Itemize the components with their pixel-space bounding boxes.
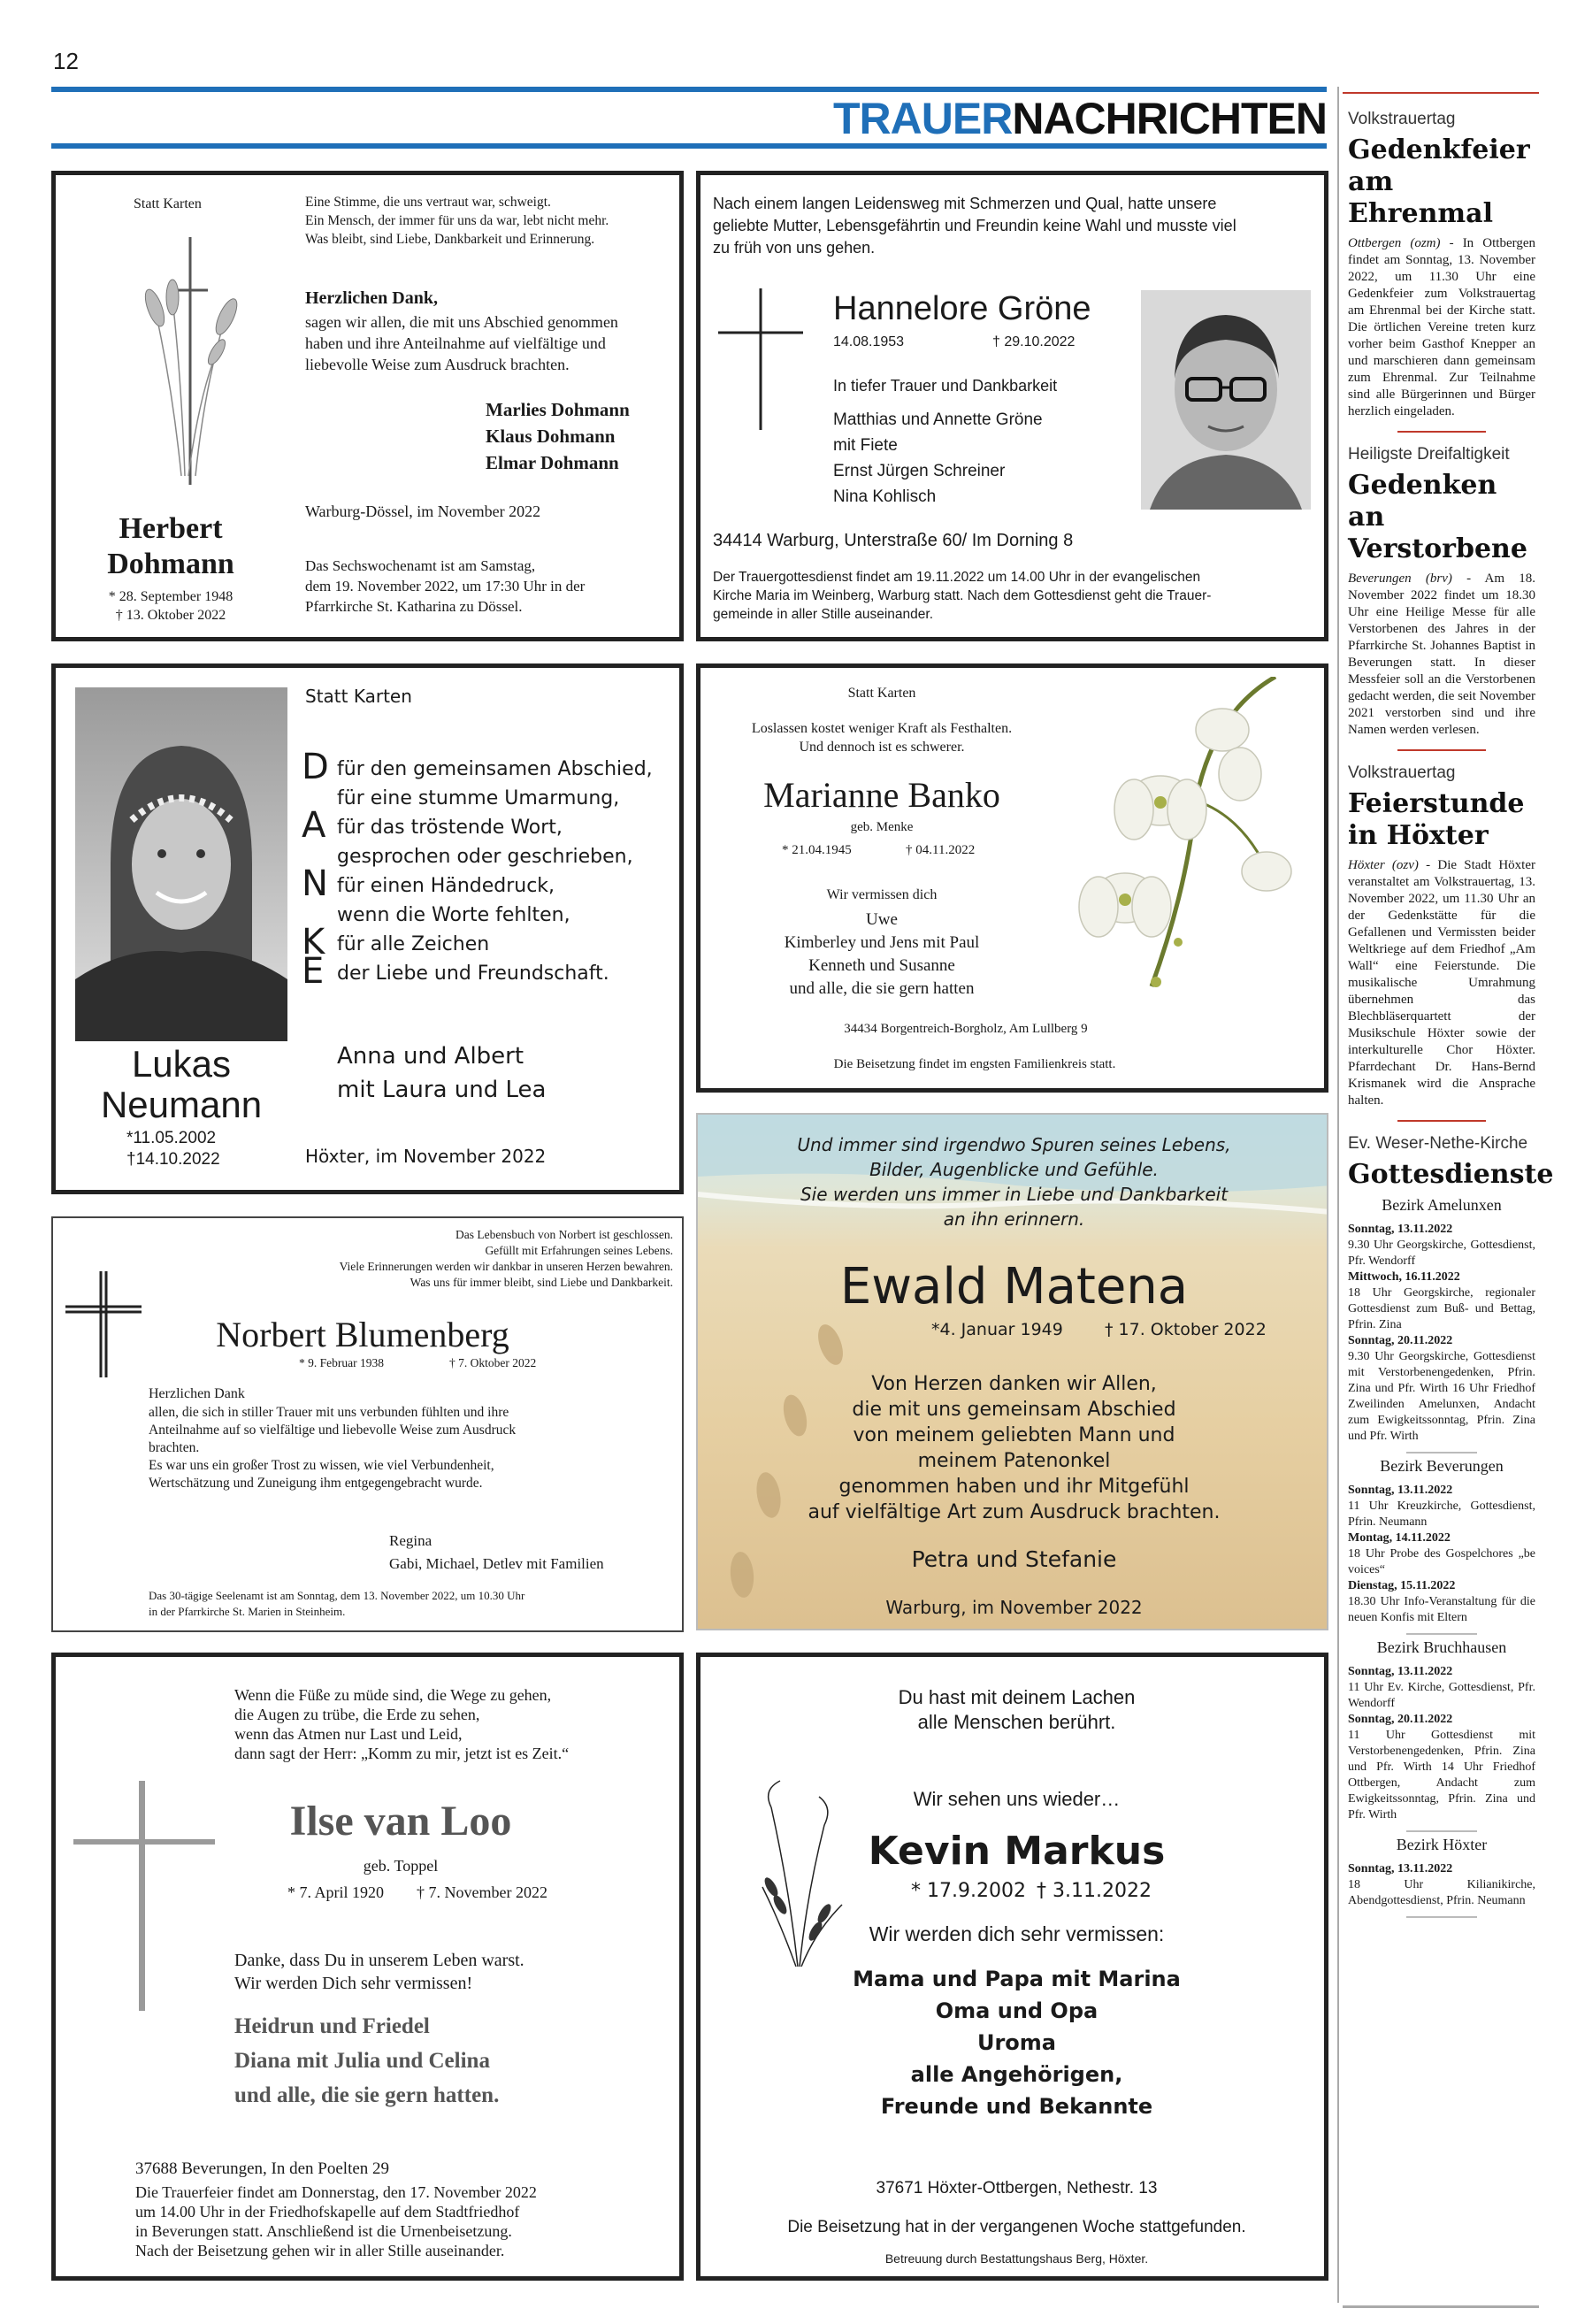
sidebar: [1337, 87, 1554, 2303]
address: 34414 Warburg, Unterstraße 60/ Im Dorning 8: [713, 531, 1074, 550]
address: 37688 Beverungen, In den Poelten 29: [135, 2159, 390, 2178]
death-date: † 7. November 2022: [417, 1883, 547, 1901]
obituary-neumann: [51, 663, 684, 1194]
headline-line: Gedenkfeier: [1348, 134, 1530, 165]
statt-karten: Statt Karten: [847, 686, 916, 701]
district-divider: [1406, 1633, 1477, 1635]
birth-date: * 9. Februar 1938: [299, 1356, 384, 1369]
portrait-photo: [1141, 290, 1311, 510]
birth-date: * 17.9.2002: [911, 1880, 1026, 1902]
quote: Das Lebensbuch von Norbert ist geschlossen. Gefüllt mit Erfahrungen seines Lebens. Viele Erinnerungen werden wir dankbar in unseren Herzen bewahren. Was uns für immer bleibt, sind Liebe und Dankbarkeit.: [339, 1228, 673, 1289]
article-headline: [1348, 470, 1535, 565]
cross-icon: [73, 1781, 224, 2011]
cross-icon: [718, 288, 807, 430]
quote: Und immer sind irgendwo Spuren seines Lebens, Bilder, Augenblicke und Gefühle. Sie werden uns immer in Liebe und Dankbarkeit an ihn erinnern.: [797, 1134, 1231, 1230]
death-date: † 04.11.2022: [906, 843, 976, 857]
deceased-name: [65, 511, 277, 582]
death-date: † 29.10.2022: [992, 334, 1076, 349]
birth-date: *11.05.2002: [126, 1129, 217, 1147]
deceased-name: Ilse van Loo: [289, 1798, 512, 1845]
place-date: Warburg-Dössel, im November 2022: [305, 502, 541, 520]
obituary-dohmann: [51, 171, 684, 641]
sidebar-bottom-rule: [1343, 2305, 1539, 2308]
miss-line: Wir werden dich sehr vermissen:: [869, 1922, 1165, 1945]
deceased-name: [56, 1044, 307, 1125]
service-day: Sonntag, 13.11.2022: [1348, 1484, 1453, 1497]
article-kicker: Volkstrauertag: [1348, 110, 1456, 128]
header-rule-top: [51, 87, 1327, 92]
danke-letter: D: [302, 747, 329, 787]
address: 37671 Höxter-Ottbergen, Nethestr. 13: [876, 2179, 1158, 2197]
thanks-text: Von Herzen danken wir Allen, die mit uns gemeinsam Abschied von meinem geliebten Mann und meinem Patenonkel genommen haben und ihr Mitgefühl auf vielfältige Art zum Ausdruck brachten.: [808, 1373, 1221, 1523]
headline-line: Feierstunde: [1348, 788, 1525, 819]
maiden-name: geb. Toppel: [363, 1857, 439, 1875]
birth-date: * 7. April 1920: [287, 1883, 385, 1901]
first-name: Herbert: [119, 512, 223, 545]
headline-line: am Ehrenmal: [1348, 166, 1493, 229]
article-lead: Höxter (ozv): [1348, 858, 1419, 872]
death-date: † 7. Oktober 2022: [449, 1356, 537, 1369]
obituary-banko: [696, 663, 1328, 1093]
deceased-name: Hannelore Gröne: [833, 290, 1091, 327]
life-dates: [65, 587, 277, 625]
quote: Eine Stimme, die uns vertraut war, schweigt. Ein Mensch, der immer für uns da war, lebt nicht mehr. Was bleibt, sind Liebe, Dankbarkeit und Erinnerung.: [305, 195, 609, 247]
danke-text: für einen Händedruck,: [337, 875, 555, 897]
danke-text: für eine stumme Umarmung,: [337, 787, 620, 809]
wheat-cross-icon: [119, 228, 261, 494]
intro-text: Nach einem langen Leidensweg mit Schmerzen und Qual, hatte unsere geliebte Mutter, Lebensgefährtin und Freundin keine Wahl und musste viel zu früh von uns gehen.: [713, 195, 1236, 257]
service-text: 11 Uhr Gottesdienst mit Verstorbenengedenken, Pfrin. Zina und Pfr. Wirth 14 Uhr Friedhof Ottbergen, Andacht zum Ewigkeitssonntag, Pfrin. Zina und Pfr. Wirth: [1348, 1729, 1535, 1822]
article-divider: [1397, 431, 1486, 433]
service-text: 9.30 Uhr Georgskirche, Gottesdienst, Pfr. Wendorff: [1348, 1239, 1535, 1268]
deceased-name: Norbert Blumenberg: [216, 1315, 509, 1354]
last-name: Neumann: [100, 1084, 263, 1125]
birth-date: 14.08.1953: [833, 334, 905, 349]
article-lead: Ottbergen (ozm): [1348, 236, 1441, 250]
district-name: Bezirk Höxter: [1396, 1836, 1488, 1853]
thanks-heading: Herzlichen Dank: [149, 1386, 245, 1401]
danke-letter: E: [302, 951, 325, 992]
family-names: Marlies Dohmann Klaus Dohmann Elmar Dohmann: [486, 399, 630, 473]
family-names: Mama und Papa mit Marina Oma und Opa Uroma alle Angehörigen, Freunde und Bekannte: [853, 1967, 1181, 2119]
district-divider: [1406, 1916, 1477, 1918]
deceased-name: Kevin Markus: [868, 1829, 1166, 1874]
headline-line: in Höxter: [1348, 820, 1489, 851]
deceased-name: Ewald Matena: [839, 1258, 1189, 1315]
page-number: 12: [53, 48, 79, 74]
obituary-vanloo: [51, 1653, 684, 2281]
article-divider: [1397, 1120, 1486, 1122]
article-body: - In Ottbergen findet am Sonntag, 13. November 2022, um 11.30 Uhr eine Gedenkfeier zum Volkstrauertag am Ehrenmal bei der Kirche statt. Die örtlichen Vereine treten kurz vorher beim Gasthof Knepper an und marschieren dann gemeinsam zum Ehrenmal. Zur Teilnahme sind alle Bürgerinnen und Bürger herzlich eingeladen.: [1348, 236, 1535, 418]
quote: Loslassen kostet weniger Kraft als Festhalten. Und dennoch ist es schwerer.: [751, 721, 1013, 755]
services-kicker: Ev. Weser-Nethe-Kirche: [1348, 1134, 1528, 1153]
danke-text: der Liebe und Freundschaft.: [337, 963, 609, 985]
danke-text: für das tröstende Wort,: [337, 817, 563, 839]
service-text: 11 Uhr Ev. Kirche, Gottesdienst, Pfr. Wendorff: [1348, 1681, 1535, 1710]
service-note: Das 30-tägige Seelenamt ist am Sonntag, dem 13. November 2022, um 10.30 Uhr in der Pfarrkirche St. Marien in Steinheim.: [149, 1589, 525, 1618]
orchid-image: [1054, 677, 1320, 995]
birth-date: *4. Januar 1949: [931, 1320, 1063, 1339]
sidebar-article: [1348, 763, 1535, 1122]
undertaker: Betreuung durch Bestattungshaus Berg, Höxter.: [884, 2251, 1149, 2266]
headline-line: Gedenken an: [1348, 470, 1497, 533]
maiden-name: geb. Menke: [850, 820, 914, 834]
thanks-text: Danke, dass Du in unserem Leben warst. Wir werden Dich sehr vermissen!: [234, 1951, 524, 1993]
service-day: Sonntag, 20.11.2022: [1348, 1334, 1453, 1347]
section-title-black: NACHRICHTEN: [1012, 94, 1327, 143]
article-body: - Am 18. November 2022 findet um 18.30 Uhr eine Heilige Messe für alle Verstorbenen des Jahres in der Pfarrkirche St. Johannes Baptist in Beverungen statt. In dieser Messfeier soll an die Verstorbenen gedacht werden, die seit November 2021 verstorben sind und ihre Namen werden verlesen.: [1348, 571, 1535, 737]
family-names: Heidrun und Friedel Diana mit Julia und Celina und alle, die sie gern hatten.: [234, 2014, 500, 2107]
obituary-groene: [696, 171, 1328, 641]
mourning-line: Wir vermissen dich: [826, 887, 938, 902]
statt-karten: Statt Karten: [134, 196, 202, 211]
sidebar-top-rule: [1343, 92, 1539, 94]
header-rule-bottom: [51, 143, 1327, 149]
place-date: Warburg, im November 2022: [885, 1597, 1143, 1618]
double-cross-icon: [65, 1271, 145, 1377]
service-text: 18 Uhr Kilianikirche, Abendgottesdienst, Pfrin. Neumann: [1348, 1878, 1535, 1907]
danke-text: wenn die Worte fehlten,: [337, 904, 570, 926]
service-text: 18.30 Uhr Info-Veranstaltung für die neuen Konfis mit Eltern: [1348, 1595, 1535, 1624]
birth-date: * 21.04.1945: [782, 843, 852, 857]
obituary-matena: [696, 1113, 1328, 1630]
quote: Du hast mit deinem Lachen alle Menschen berührt.: [898, 1686, 1136, 1733]
danke-letter: K: [302, 922, 325, 963]
article-text: [1348, 571, 1535, 739]
services-headline: Gottesdienste: [1348, 1159, 1554, 1190]
family-names: Petra und Stefanie: [911, 1546, 1117, 1572]
address: 34434 Borgentreich-Borgholz, Am Lullberg 9: [844, 1022, 1088, 1036]
service-note: Das Sechswochenamt ist am Samstag, dem 19. November 2022, um 17:30 Uhr in der Pfarrkirche St. Katharina zu Dössel.: [305, 557, 586, 615]
article-headline: [1348, 788, 1535, 852]
thanks-text: sagen wir allen, die mit uns Abschied genommen haben und ihre Anteilnahme auf vielfältige und liebevolle Weise zum Ausdruck brachten.: [305, 313, 618, 373]
service-text: 9.30 Uhr Georgskirche, Gottesdienst mit Verstorbenengedenken, Pfrin. Zina und Pfr. Wirth 16 Uhr Friedhof Zweilinden Amelunxen, Andacht zum Ewigkeitssonntag, Pfrin. Zina und Pfr. Wirth: [1348, 1350, 1535, 1443]
family-names: Uwe Kimberley und Jens mit Paul Kenneth und Susanne und alle, die sie gern hatten: [784, 910, 980, 998]
district-name: Bezirk Beverungen: [1380, 1457, 1504, 1475]
service-text: 18 Uhr Georgskirche, regionaler Gottesdienst zum Buß- und Bettag, Pfrin. Zina: [1348, 1286, 1535, 1331]
service-note: Die Trauerfeier findet am Donnerstag, den 17. November 2022 um 14.00 Uhr in der Friedhofskapelle auf dem Stadtfriedhof in Beverungen statt. Anschließend ist die Urnenbeisetzung. Nach der Beisetzung gehen wir in aller Stille auseinander.: [135, 2183, 537, 2259]
sidebar-article: [1348, 110, 1535, 433]
life-dates: [126, 1128, 220, 1170]
death-date: † 3.11.2022: [1037, 1880, 1152, 1902]
district-name: Bezirk Bruchhausen: [1376, 1638, 1507, 1656]
danke-letter: A: [302, 805, 326, 846]
section-title: [51, 94, 1327, 142]
last-name: Dohmann: [107, 548, 234, 580]
service-note: Der Trauergottesdienst findet am 19.11.2022 um 14.00 Uhr in der evangelischen Kirche Maria im Weinberg, Warburg statt. Nach dem Gottesdienst geht die Trauer- gemeinde in aller Stille auseinander.: [713, 570, 1212, 622]
burial-note: Die Beisetzung hat in der vergangenen Woche stattgefunden.: [787, 2218, 1246, 2236]
service-day: Sonntag, 13.11.2022: [1348, 1665, 1453, 1678]
section-title-blue: TRAUER: [833, 94, 1013, 143]
service-day: Sonntag, 20.11.2022: [1348, 1713, 1453, 1726]
obituary-blumenberg: [51, 1216, 684, 1632]
deceased-name: Marianne Banko: [763, 775, 1000, 815]
article-kicker: Heiligste Dreifaltigkeit: [1348, 445, 1510, 464]
obituary-markus: [696, 1653, 1328, 2281]
birth-date: * 28. September 1948: [108, 589, 233, 604]
district-divider: [1406, 1830, 1477, 1832]
service-text: 11 Uhr Kreuzkirche, Gottesdienst, Pfrin. Neumann: [1348, 1499, 1535, 1529]
service-day: Mittwoch, 16.11.2022: [1348, 1270, 1460, 1284]
family-names: Matthias und Annette Gröne mit Fiete Ernst Jürgen Schreiner Nina Kohlisch: [833, 410, 1043, 506]
death-date: † 13. Oktober 2022: [115, 608, 226, 623]
sidebar-article: [1348, 445, 1535, 751]
danke-text: für den gemeinsamen Abschied,: [337, 758, 653, 780]
article-text: [1348, 857, 1535, 1109]
thanks-heading: Herzlichen Dank,: [305, 288, 438, 308]
service-day: Dienstag, 15.11.2022: [1348, 1579, 1456, 1592]
district-divider: [1406, 1452, 1477, 1453]
statt-karten: Statt Karten: [305, 686, 412, 707]
intro-line: Wir sehen uns wieder…: [913, 1788, 1121, 1810]
headline-line: Verstorbene: [1348, 533, 1527, 564]
first-name: Lukas: [131, 1043, 232, 1085]
service-text: 18 Uhr Probe des Gospelchores „be voices“: [1348, 1547, 1535, 1576]
portrait-photo: [75, 687, 287, 1041]
service-day: Montag, 14.11.2022: [1348, 1531, 1451, 1545]
sidebar-articles: [1348, 110, 1554, 1921]
article-kicker: Volkstrauertag: [1348, 763, 1456, 782]
family-names: Anna und Albert mit Laura und Lea: [337, 1043, 547, 1103]
thanks-text: allen, die sich in stiller Trauer mit uns verbunden fühlten und ihre Anteilnahme auf so vielfältige und liebevolle Weise zum Ausdruck brachten. Es war uns ein großer Trost zu wissen, wie viel Verbundenheit, Wertschätzung und Zuneigung ihm entgegengebracht wurde.: [149, 1405, 517, 1491]
article-text: [1348, 235, 1535, 420]
death-date: †14.10.2022: [126, 1150, 220, 1169]
place-date: Höxter, im November 2022: [305, 1146, 547, 1167]
article-headline: [1348, 134, 1535, 230]
service-day: Sonntag, 13.11.2022: [1348, 1862, 1453, 1875]
district-name: Bezirk Amelunxen: [1382, 1196, 1502, 1214]
burial-note: Die Beisetzung findet im engsten Familienkreis statt.: [833, 1057, 1116, 1071]
article-lead: Beverungen (brv): [1348, 571, 1452, 586]
article-body: - Die Stadt Höxter veranstaltet am Volkstrauertag, 13. November 2022, um 11.30 Uhr an der Gedenkstätte für die Gefallenen und Vermissten beider Weltkriege auf dem Friedhof „Am Wall“ eine Feierstunde. Die musikalische Umrahmung übernehmen das Blechbläserquartett der Musikschule Höxter sowie der interkulturelle Chor Höxter. Pfarrdechant Dr. Hans-Bernd Krismanek wird die Ansprache halten.: [1348, 858, 1536, 1108]
article-divider: [1397, 749, 1486, 751]
family-names: Regina Gabi, Michael, Detlev mit Familien: [389, 1532, 604, 1572]
mourning-line: In tiefer Trauer und Dankbarkeit: [833, 377, 1058, 395]
service-day: Sonntag, 13.11.2022: [1348, 1223, 1453, 1236]
danke-letter: N: [302, 863, 328, 904]
quote: Wenn die Füße zu müde sind, die Wege zu gehen, die Augen zu trübe, die Erde zu sehen, wenn das Atmen nur Last und Leid, dann sagt der Herr: „Komm zu mir, jetzt ist es Zeit.“: [234, 1686, 570, 1762]
danke-text: für alle Zeichen: [337, 933, 490, 955]
death-date: † 17. Oktober 2022: [1105, 1320, 1267, 1339]
danke-text: gesprochen oder geschrieben,: [337, 846, 633, 868]
